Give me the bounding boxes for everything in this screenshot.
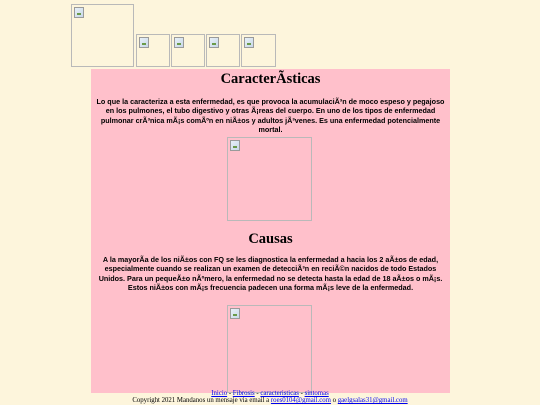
footer-link-inicio[interactable]: Inicio (211, 390, 228, 397)
causas-image (227, 305, 312, 393)
copyright-or: o (330, 397, 338, 404)
email-link-1[interactable]: roes0104@gmail.com (270, 397, 331, 404)
caracteristicas-image (227, 137, 312, 221)
broken-image-icon (139, 37, 149, 48)
broken-image-icon (244, 37, 254, 48)
footer-separator: - (254, 390, 261, 397)
caracteristicas-heading: CaracterÃsticas (220, 71, 321, 87)
header-image-4 (241, 34, 276, 67)
caracteristicas-text: Lo que la caracteriza a esta enfermedad, es que provoca la acumulaciÃ³n de moco espeso y pegajoso en los pulmones, el tubo digestivo y otras Ã¡reas del cuerpo. En uno de los tipos de enfermedad pulmonar crÃ³nica mÃ¡s comÃºn en niÃ±os y adultos jÃ³venes. Es una enfermedad potencialmente mortal. (96, 97, 445, 135)
broken-image-icon (174, 37, 184, 48)
footer-separator: - (298, 390, 305, 397)
email-link-2[interactable]: gaelgsalas31@gmail.com (337, 397, 408, 404)
header-image-3 (206, 34, 240, 67)
footer-link-sintomas[interactable]: sintomas (304, 390, 329, 397)
header-image-1 (136, 34, 170, 67)
header-image-2 (171, 34, 205, 67)
footer-link-caracteristicas[interactable]: caracteristicas (260, 390, 299, 397)
content-panel (91, 69, 450, 393)
causas-text: A la mayorÃa de los niÃ±os con FQ se les diagnostica la enfermedad a hacia los 2 aÃ±os de edad, especialmente cuando se realizan un examen de detecciÃ³n en reciÃ©n nacidos de todo Estados Unidos. Para un pequeÃ±o nÃºmero, la enfermedad no se detecta hasta la edad de 18 aÃ±os o mÃ¡s. Estos niÃ±os con mÃ¡s frecuencia padecen una forma mÃ¡s leve de la enfermedad. (98, 255, 443, 293)
footer-link-fibrosis[interactable]: Fibrosis (232, 390, 255, 397)
causas-heading: Causas (248, 231, 293, 247)
footer-copyright (0, 397, 540, 405)
broken-image-icon (230, 140, 240, 151)
header-logo-image (71, 4, 134, 67)
footer-separator: - (227, 390, 233, 397)
copyright-text: Copyright 2021 Mandanos un mensaje via email a (132, 397, 271, 404)
broken-image-icon (74, 7, 84, 18)
broken-image-icon (230, 308, 240, 319)
broken-image-icon (209, 37, 219, 48)
